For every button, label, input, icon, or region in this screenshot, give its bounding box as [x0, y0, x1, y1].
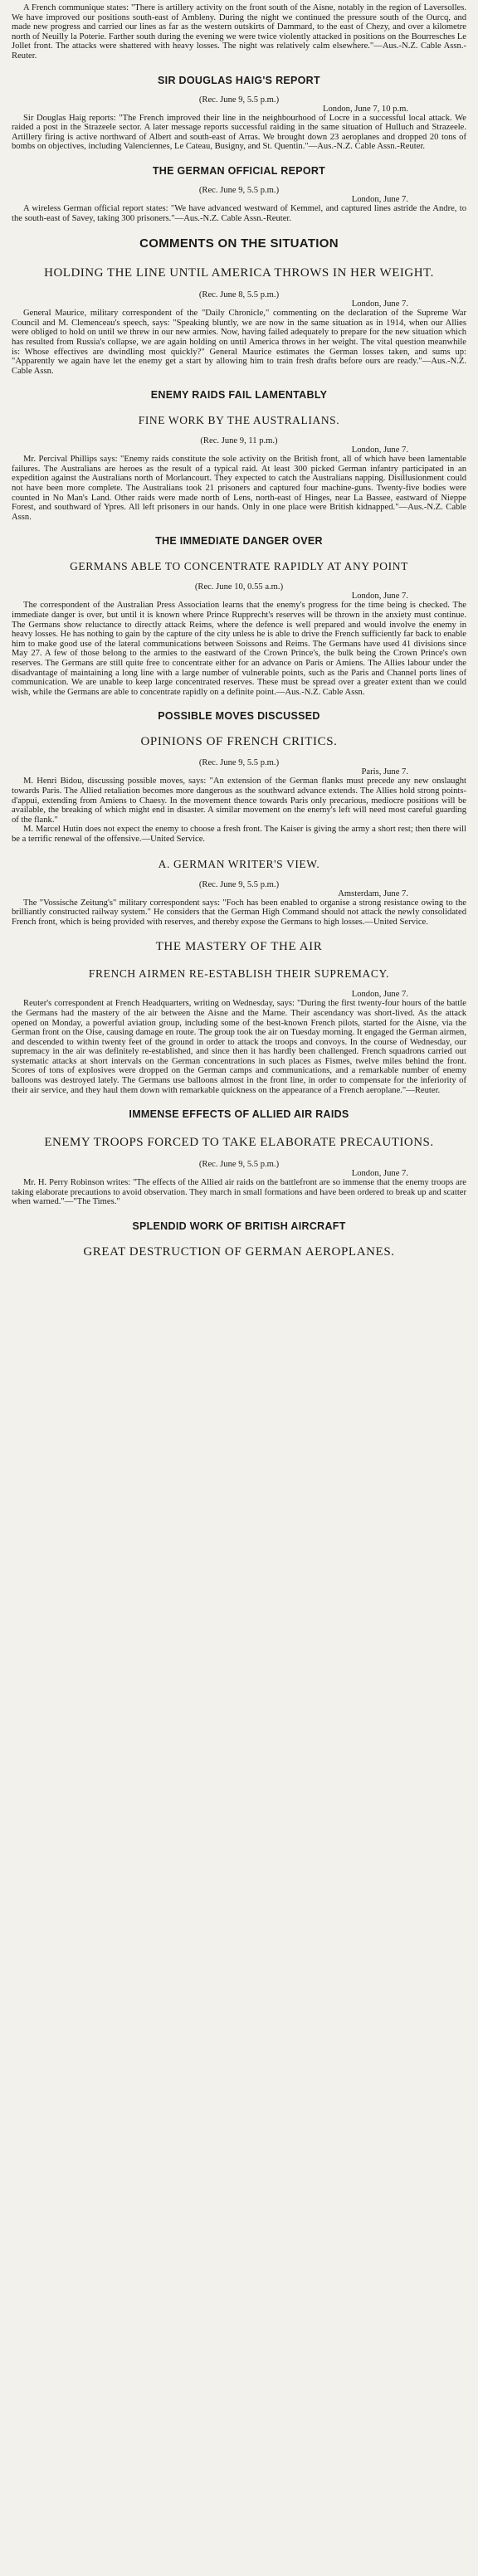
splendid-subheading: GREAT DESTRUCTION OF GERMAN AEROPLANES. [83, 1245, 395, 1259]
air-place: London, June 7. [351, 990, 408, 1000]
writer-place: Amsterdam, June 7. [338, 889, 408, 898]
danger-body: The correspondent of the Australian Press Association learns that the enemy's progress for the time being is checked. The immediate danger is over, but until it is known where Prince Rupprecht's reserves will be thrown in the anxiety must continue. The Germans show reluctance to directly attack Reims, where the defence is well prepared and would involve the enemy in heavy losses. He has nothing to gain by the capture of the city unless he is able to drive the French sufficiently far back to enable him to make good use of the lateral communications between Soissons and Reims. The Germans have used 41 divisions since May 27. A few of those belong to the armies to the eastward of the Crown Prince's, the bulk being the Crown Prince's own reserves. The Germans are still quite free to concentrate either for an advance on Paris or Amiens. The Allies labour under the disadvantage of maintaining a long line with a large number of vulnerable points, such as the Paris and Channel ports lines of communication. We are unable to keep large concentrated reserves. These must be spread over a greater extent than we could wish, while the Germans are able to concentrate rapidly on a definite point.—Aus.-N.Z. Cable Assn. [12, 601, 466, 697]
raids-heading: ENEMY RAIDS FAIL LAMENTABLY [150, 389, 328, 402]
effects-body: Mr. H. Perry Robinson writes: "The effects of the Allied air raids on the battlefront are so immense that the enemy troops are taking elaborate precautions to avoid observation. They march in small formations and have been ordered to break up and scatter when warned."—"The Times." [12, 1178, 466, 1207]
german-official-body: A wireless German official report states: "We have advanced westward of Kemmel, and captured lines astride the Andre, to the south-east of Savey, taking 300 prisoners."—Aus.-N.Z. Cable Assn.-Reuter. [12, 203, 466, 223]
effects-received: (Rec. June 9, 5.5 p.m.) [198, 1160, 280, 1170]
german-official-place: London, June 7. [351, 194, 408, 204]
newspaper-page [12, 0, 466, 1259]
writer-body: The "Vossische Zeitung's" military correspondent says: "Foch has been enabled to organise a strong resistance owing to the brilliantly constructed railway system." He considers that the German High Command should not attack the newly consolidated French front, which is being provided with reserves, and thereby expose the Germans to high losses.—United Service. [12, 898, 466, 927]
air-heading: THE MASTERY OF THE AIR [155, 940, 323, 954]
moves-subheading: OPINIONS OF FRENCH CRITICS. [140, 735, 338, 749]
air-subheading: FRENCH AIRMEN RE-ESTABLISH THEIR SUPREMACY. [88, 967, 390, 981]
danger-place: London, June 7. [351, 592, 408, 601]
moves-place: Paris, June 7. [361, 767, 408, 777]
haig-received: (Rec. June 9, 5.5 p.m.) [198, 95, 280, 105]
danger-received: (Rec. June 10, 0.55 a.m.) [194, 582, 284, 592]
air-body: Reuter's correspondent at French Headquarters, writing on Wednesday, says: "During the first twenty-four hours of the battle the Germans had the mastery of the air between the Aisne and the Marne. Their ascendancy was short-lived. As the attack opened on Monday, a powerful aviation group, including some of the best-known French pilots, started for the Aisne, via the German front on the Oise, causing damage en route. The group took the air on Tuesday morning. It engaged the German airmen, and descended to within twenty feet of the ground in order to attack the troops and convoys. In the course of Wednesday, our supremacy in the air was definitely re-established, and since then it has hardly been challenged. French squadrons carried out systematic attacks at short intervals on the German concentrations in such places as Fismes, twelve miles behind the front. Scores of tons of explosives were dropped on the German camps and communications, and a remarkable number of enemy balloons was destroyed lately. The Germans use balloons almost in the front line, in order to compensate for the inferiority of their air service, and they haul them down with remarkable quickness on the appearance of a French aeroplane."—Reuter. [12, 999, 466, 1095]
splendid-heading: SPLENDID WORK OF BRITISH AIRCRAFT [132, 1220, 346, 1233]
effects-heading: IMMENSE EFFECTS OF ALLIED AIR RAIDS [129, 1108, 349, 1121]
writer-received: (Rec. June 9, 5.5 p.m.) [198, 879, 280, 889]
comments-heading: COMMENTS ON THE SITUATION [139, 236, 339, 251]
raids-body: Mr. Percival Phillips says: "Enemy raids constitute the sole activity on the British front, all of which have been lamentable failures. The Australians are heroes as the result of a typical raid. At least 300 picked German infantry participated in an expedition against the Australians north of Morlancourt. They expected to catch the Australians napping. Disillusionment could not have been more complete. The Australians took 21 prisoners and captured four machine-guns. Twenty-five bodies were counted in No Man's Land. Other raids were made north of Lens, north-east of Hinges, near La Bassee, eastward of Nieppe Forest, and southward of Ypres. All left prisoners in our hands. Only in one place were British kidnapped."—Aus.-N.Z. Cable Assn. [12, 455, 466, 522]
raids-received: (Rec. June 9, 11 p.m.) [200, 436, 278, 446]
raids-subheading: FINE WORK BY THE AUSTRALIANS. [138, 414, 340, 427]
moves-heading: POSSIBLE MOVES DISCUSSED [158, 710, 320, 723]
comments-received: (Rec. June 8, 5.5 p.m.) [198, 290, 280, 300]
comments-body: General Maurice, military correspondent of the "Daily Chronicle," commenting on the declaration of the Supreme War Council and M. Clemenceau's speech, says: "Speaking bluntly, we are now in the same situation as in 1914, when our Allies were obliged to hold on until we threw in our new armies. Now, having failed adequately to prepare for the new situation which has resulted from Russia's collapse, we are again holding on until America throws in her weight. The vital question meanwhile is: Whose effectives are dwindling most quickly?" General Maurice estimates the German losses taken, and sums up: "Apparently we again have let the enemy get a start by allowing him to train fresh drafts before ours are ready."—Aus.-N.Z. Cable Assn. [12, 309, 466, 376]
effects-subheading: ENEMY TROOPS FORCED TO TAKE ELABORATE PRECAUTIONS. [44, 1136, 434, 1150]
writer-subheading: A. GERMAN WRITER'S VIEW. [158, 857, 320, 870]
raids-place: London, June 7. [351, 446, 408, 455]
haig-body: Sir Douglas Haig reports: "The French improved their line in the neighbourhood of Locre in a successful local attack. We raided a post in the Strazeele sector. A later message reports successful raiding in the same situation of Hulluch and Strazeele. Artillery firing is active northward of Albert and south-east of Arras. We brought down 23 aeroplanes and dropped 20 tons of bombs on objectives, including Valenciennes, Le Cateau, Busigny, and St. Quentin."—Aus.-N.Z. Cable Assn.-Reuter. [12, 113, 466, 152]
haig-heading: SIR DOUGLAS HAIG'S REPORT [158, 74, 320, 86]
haig-place: London, June 7, 10 p.m. [323, 104, 408, 114]
intro-paragraph: A French communique states: "There is artillery activity on the front south of the Aisne, notably in the region of Laversolles. We have improved our positions south-east of Ambleny. During the night we continued the pressure south of the Ourcq, and made new progress and carried our lines as far as the western outskirts of Dammard, to the east of Chezy, and over a kilometre north of Neuilly la Poterie. Farther south during the evening we were twice violently attacked in positions on the Bourresches Le Jollet front. The attacks were shattered with heavy losses. The night was relatively calm elsewhere."—Aus.-N.Z. Cable Assn.-Reuter. [12, 3, 466, 61]
effects-place: London, June 7. [351, 1169, 408, 1179]
comments-place: London, June 7. [351, 299, 408, 309]
german-official-received: (Rec. June 9, 5.5 p.m.) [198, 185, 280, 195]
german-official-heading: THE GERMAN OFFICIAL REPORT [152, 164, 326, 177]
danger-heading: THE IMMEDIATE DANGER OVER [155, 535, 323, 548]
moves-received: (Rec. June 9, 5.5 p.m.) [198, 758, 280, 768]
danger-subheading: GERMANS ABLE TO CONCENTRATE RAPIDLY AT ANY POINT [70, 560, 408, 573]
comments-subheading: HOLDING THE LINE UNTIL AMERICA THROWS IN HER WEIGHT. [44, 266, 434, 280]
moves-body-1: M. Henri Bidou, discussing possible moves, says: "An extension of the German flanks must precede any new onslaught towards Paris. The Allied retaliation becomes more dangerous as the southward advance extends. The Allies hold strong points-d'appui, extending from Amiens to Chaesy. In the movement thence towards Paris only precarious, mediocre positions will be available, the breaking of which might end in disaster. A similar movement on the enemy's left will need most careful guarding of the flank." [12, 777, 466, 825]
moves-body-2: M. Marcel Hutin does not expect the enemy to choose a fresh front. The Kaiser is giving the army a short rest; then there will be a terrific renewal of the offensive.—United Service. [12, 825, 466, 844]
